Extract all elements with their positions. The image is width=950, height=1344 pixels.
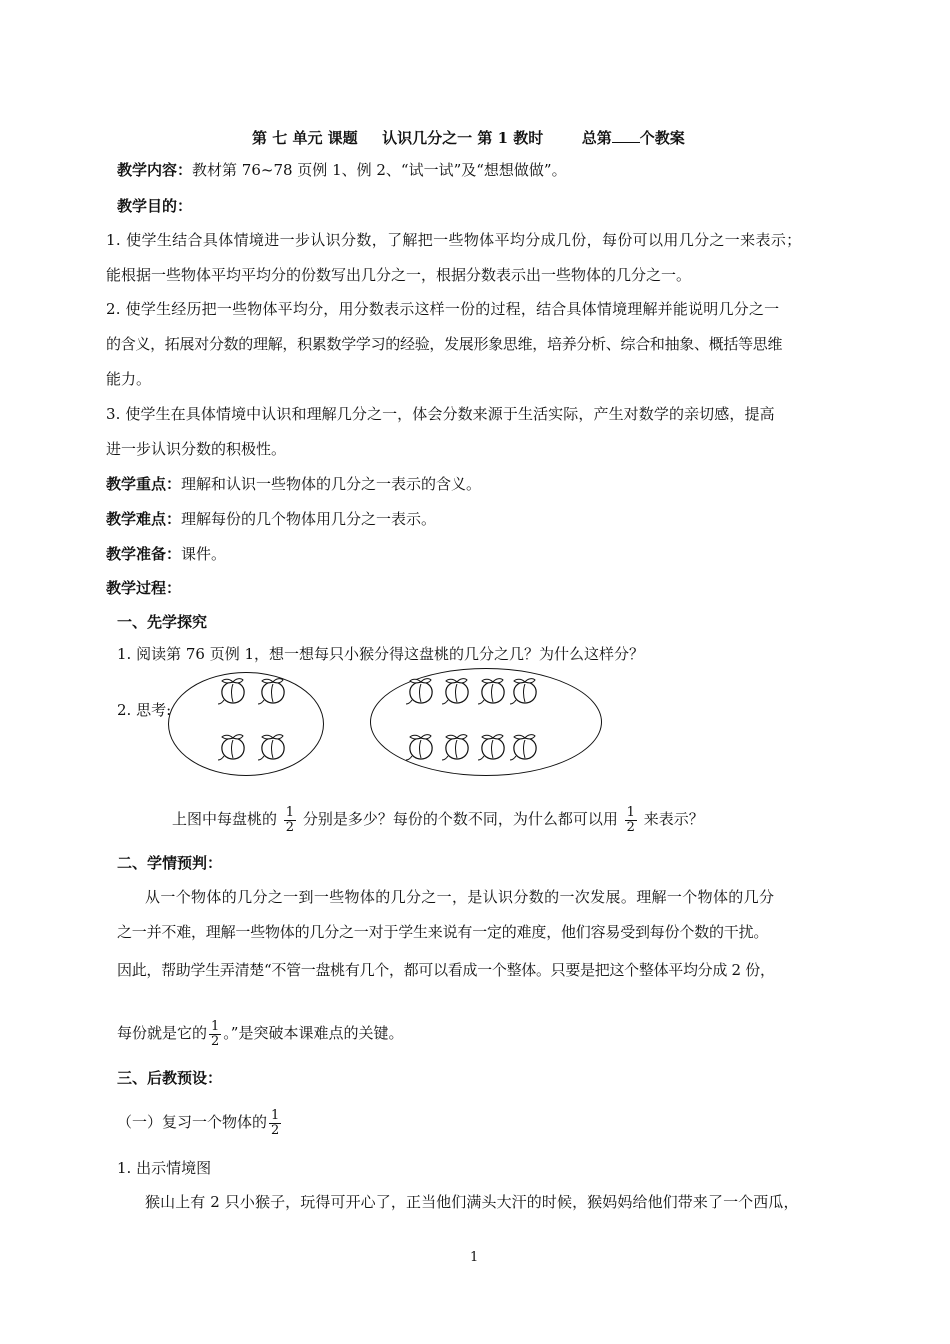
objective-line: 3. 使学生在具体情境中认识和理解几分之一，体会分数来源于生活实际，产生对数学的亲切感，提高 xyxy=(106,405,775,423)
content-line xyxy=(117,160,567,180)
peach-icon xyxy=(508,676,542,706)
fraction-numerator: 1 xyxy=(271,1107,280,1123)
caption-part-a: 上图中每盘桃的 xyxy=(172,810,278,828)
fraction-denominator: 2 xyxy=(285,819,295,835)
difficulty-label: 教学难点： xyxy=(106,510,182,528)
section3-sub1 xyxy=(117,1106,283,1138)
section2-last-line xyxy=(117,1017,403,1049)
objective-line: 的含义，拓展对分数的理解，积累数学学习的经验，发展形象思维，培养分析、综合和抽象、概括等思维 xyxy=(106,335,783,353)
section2-last-a: 每份就是它的 xyxy=(117,1024,208,1042)
peach-icon xyxy=(404,732,438,762)
total-prefix: 总第 xyxy=(581,129,612,147)
key-point-text: 理解和认识一些物体的几分之一表示的含义。 xyxy=(181,475,482,493)
fraction-one-half xyxy=(269,1109,281,1138)
fraction-one-half xyxy=(625,806,637,835)
peach-icon xyxy=(508,732,542,762)
preparation-text: 课件。 xyxy=(181,545,227,563)
preparation-line xyxy=(106,544,226,564)
section1-question1: 1. 阅读第 76 页例 1，想一想每只小猴分得这盘桃的几分之几？为什么这样分？ xyxy=(117,645,645,663)
objective-line: 能根据一些物体平均平均分的份数写出几分之一，根据分数表示出一些物体的几分之一。 xyxy=(106,266,692,284)
peach-icon xyxy=(256,676,290,706)
section3-heading: 三、后教预设： xyxy=(117,1069,223,1087)
peach-icon xyxy=(216,676,250,706)
section2-line: 之一并不难，理解一些物体的几分之一对于学生来说有一定的难度，他们容易受到每份个数的干扰。 xyxy=(117,923,769,941)
fraction-denominator: 2 xyxy=(211,1033,220,1049)
page-number: 1 xyxy=(470,1250,479,1265)
key-point-label: 教学重点： xyxy=(106,475,182,493)
content-text: 教材第 76~78 页例 1、例 2、“试一试”及“想想做做”。 xyxy=(192,161,567,179)
key-point-line xyxy=(106,474,481,494)
section3-item1: 1. 出示情境图 xyxy=(117,1159,212,1177)
section3-paragraph: 猴山上有 2 只小猴子，玩得可开心了，正当他们满头大汗的时候，猴妈妈给他们带来了一个西瓜， xyxy=(145,1193,799,1211)
lesson-topic: 认识几分之一 第 1 教时 xyxy=(382,129,544,147)
fraction-numerator: 1 xyxy=(626,804,635,820)
peach-icon xyxy=(440,732,474,762)
fraction-numerator: 1 xyxy=(211,1018,220,1034)
peach-icon xyxy=(476,676,510,706)
peach-icon xyxy=(476,732,510,762)
section2-last-b: 。”是突破本课难点的关键。 xyxy=(223,1024,404,1042)
section1-question2-label: 2. 思考: xyxy=(117,701,172,719)
lesson-title xyxy=(252,128,685,148)
caption-part-c: 来表示？ xyxy=(643,810,704,828)
objective-line: 进一步认识分数的积极性。 xyxy=(106,440,287,458)
peach-icon xyxy=(440,676,474,706)
difficulty-line xyxy=(106,509,436,529)
objective-line: 1. 使学生结合具体情境进一步认识分数，了解把一些物体平均分成几份，每份可以用几分之一来表示； xyxy=(106,231,802,249)
fraction-denominator: 2 xyxy=(271,1122,280,1138)
section3-sub1-text: （一）复习一个物体的 xyxy=(117,1113,268,1131)
content-label: 教学内容： xyxy=(117,161,193,179)
fraction-one-half xyxy=(209,1020,221,1049)
objective-line: 能力。 xyxy=(106,370,152,388)
preparation-label: 教学准备： xyxy=(106,545,182,563)
section2-line: 因此，帮助学生弄清楚“不管一盘桃有几个，都可以看成一个整体。只要是把这个整体平均分成 2 份， xyxy=(117,961,775,979)
blank-underline xyxy=(612,128,640,143)
peach-icon xyxy=(256,732,290,762)
objectives-label: 教学目的： xyxy=(117,197,193,215)
process-label: 教学过程： xyxy=(106,579,182,597)
fraction-numerator: 1 xyxy=(285,804,295,820)
peach-icon xyxy=(404,676,438,706)
section2-heading: 二、学情预判： xyxy=(117,854,223,872)
total-suffix: 个教案 xyxy=(639,129,685,147)
section1-heading: 一、先学探究 xyxy=(117,613,208,631)
fraction-one-half xyxy=(284,806,296,835)
fraction-denominator: 2 xyxy=(626,819,635,835)
objective-line: 2. 使学生经历把一些物体平均分，用分数表示这样一份的过程，结合具体情境理解并能说明几分之一 xyxy=(106,300,780,318)
peach-icon xyxy=(216,732,250,762)
difficulty-text: 理解每份的几个物体用几分之一表示。 xyxy=(181,510,437,528)
section2-line: 从一个物体的几分之一到一些物体的几分之一，是认识分数的一次发展。理解一个物体的几分 xyxy=(145,888,775,906)
caption-part-b: 分别是多少？每份的个数不同，为什么都可以用 xyxy=(302,810,618,828)
unit-label: 第 七 单元 课题 xyxy=(252,129,358,147)
section1-caption xyxy=(172,803,704,835)
